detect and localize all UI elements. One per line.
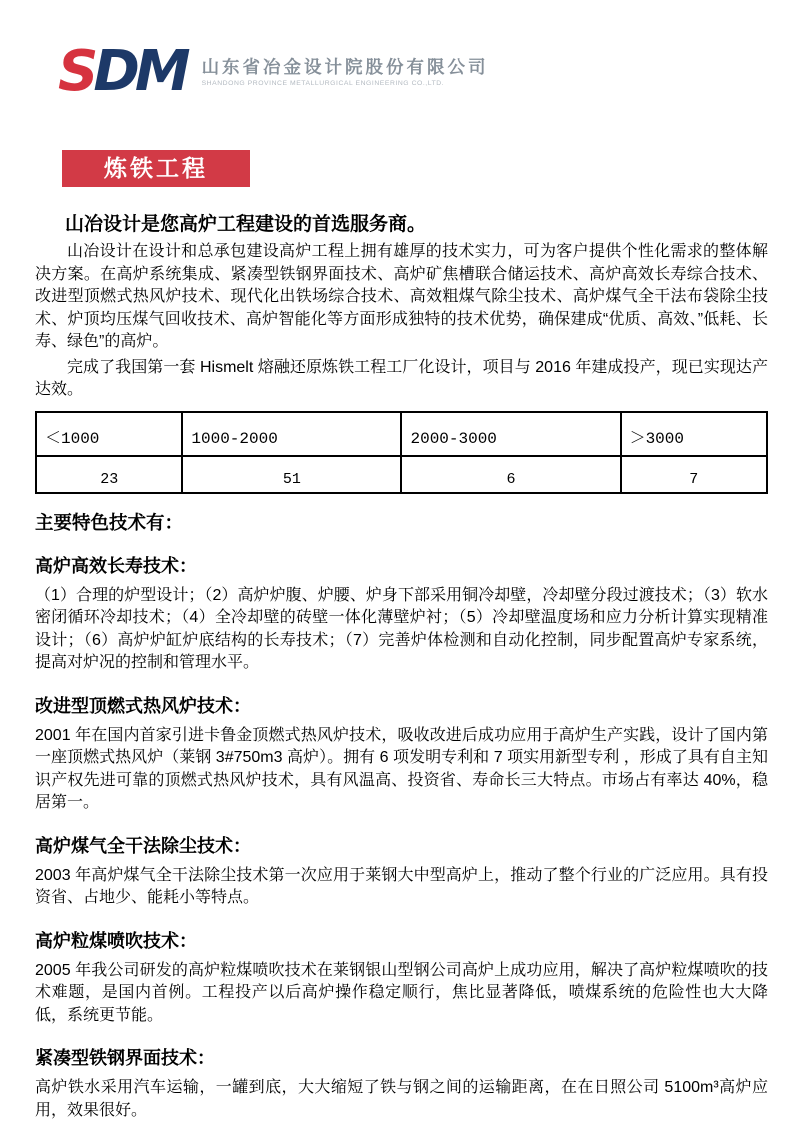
- tech-section: [35, 552, 768, 675]
- tech-section-body: 2005 年我公司研发的高炉粒煤喷吹技术在莱钢银山型钢公司高炉上成功应用，解决了高炉粒煤喷吹的技术难题，是国内首例。工程投产以后高炉操作稳定顺行，焦比显著降低，喷煤系统的危险性也大大降低，系统更节能。: [35, 961, 768, 1024]
- tech-section-body: （1）合理的炉型设计；（2）高炉炉腹、炉腰、炉身下部采用铜冷却壁，冷却壁分段过渡技术；（3）软水密闭循环冷却技术；（4）全冷却壁的砖壁一体化薄壁炉衬；（5）冷却壁温度场和应力分析计算实现精准设计；（6）高炉炉缸炉底结构的长寿技术；（7）完善炉体检测和自动化控制，同步配置高炉专家系统，提高对炉况的控制和管理水平。: [35, 586, 768, 671]
- table-header-row: [36, 412, 767, 456]
- tech-section-heading: 高炉高效长寿技术：: [35, 555, 197, 576]
- table-header-cell: 2000-3000: [401, 412, 620, 456]
- logo-letter-m: M: [134, 39, 186, 104]
- tech-section-body: 2003 年高炉煤气全干法除尘技术第一次应用于莱钢大中型高炉上，推动了整个行业的广泛应用。具有投资省、占地少、能耗小等特点。: [35, 866, 768, 906]
- table-header-cell: ＞3000: [621, 412, 767, 456]
- tech-section: [35, 927, 768, 1028]
- tech-section: [35, 692, 768, 815]
- page-content: [35, 212, 768, 1122]
- tech-section-heading: 高炉粒煤喷吹技术：: [35, 930, 197, 951]
- logo-letter-s: S: [58, 39, 94, 104]
- table-header-cell: 1000-2000: [182, 412, 401, 456]
- tech-section-body: 高炉铁水采用汽车运输，一罐到底，大大缩短了铁与钢之间的运输距离，在在日照公司 5100m³高炉应用，效果很好。: [35, 1079, 768, 1119]
- table-value-cell: 23: [36, 456, 182, 493]
- company-logo: [0, 0, 800, 104]
- tech-section: [35, 1044, 768, 1122]
- table-value-cell: 51: [182, 456, 401, 493]
- tech-section-body: 2001 年在国内首家引进卡鲁金顶燃式热风炉技术，吸收改进后成功应用于高炉生产实践，设计了国内第一座顶燃式热风炉（莱钢 3#750m3 高炉）。拥有 6 项发明专利和 7 项实用新型专利 ，形成了具有自主知识产权先进可靠的顶燃式热风炉技术，具有风温高、投资省、寿命长三大特点。市场占有率达 40%，稳居第一。: [35, 726, 768, 811]
- tech-section-heading: 改进型顶燃式热风炉技术：: [35, 695, 251, 716]
- sections-title: 主要特色技术有：: [35, 511, 184, 533]
- section-banner-label: 炼铁工程: [104, 155, 208, 181]
- company-name-block: [202, 44, 489, 87]
- section-banner: [62, 150, 250, 187]
- table-value-row: [36, 456, 767, 493]
- table-header-cell: ＜1000: [36, 412, 182, 456]
- tech-section-heading: 紧凑型铁钢界面技术：: [35, 1048, 215, 1068]
- sdm-logo-mark: [58, 39, 186, 104]
- company-name-en: SHANDONG PROVINCE METALLURGICAL ENGINEERING CO.,LTD.: [201, 80, 445, 87]
- table-value-cell: 6: [401, 456, 620, 493]
- intro-paragraph-1: 山冶设计在设计和总承包建设高炉工程上拥有雄厚的技术实力，可为客户提供个性化需求的整体解决方案。在高炉系统集成、紧凑型铁钢界面技术、高炉矿焦槽联合储运技术、高炉高效长寿综合技术、改进型顶燃式热风炉技术、现代化出铁场综合技术、高效粗煤气除尘技术、高炉煤气全干法布袋除尘技术、炉顶均压煤气回收技术、高炉智能化等方面形成独特的技术优势，确保建成“优质、高效、”低耗、长寿、绿色”的高炉。: [35, 243, 768, 350]
- furnace-count-table: [35, 411, 768, 494]
- tech-section: [35, 832, 768, 910]
- company-name-cn: 山东省冶金设计院股份有限公司: [201, 57, 489, 77]
- tech-section-heading: 高炉煤气全干法除尘技术：: [35, 835, 251, 856]
- intro-paragraph-2: 完成了我国第一套 Hismelt 熔融还原炼铁工程工厂化设计，项目与 2016 年建成投产，现已实现达产达效。: [35, 358, 768, 398]
- intro-headline: 山冶设计是您高炉工程建设的首选服务商。: [65, 214, 427, 235]
- logo-letter-d: D: [93, 39, 135, 104]
- table-value-cell: 7: [621, 456, 767, 493]
